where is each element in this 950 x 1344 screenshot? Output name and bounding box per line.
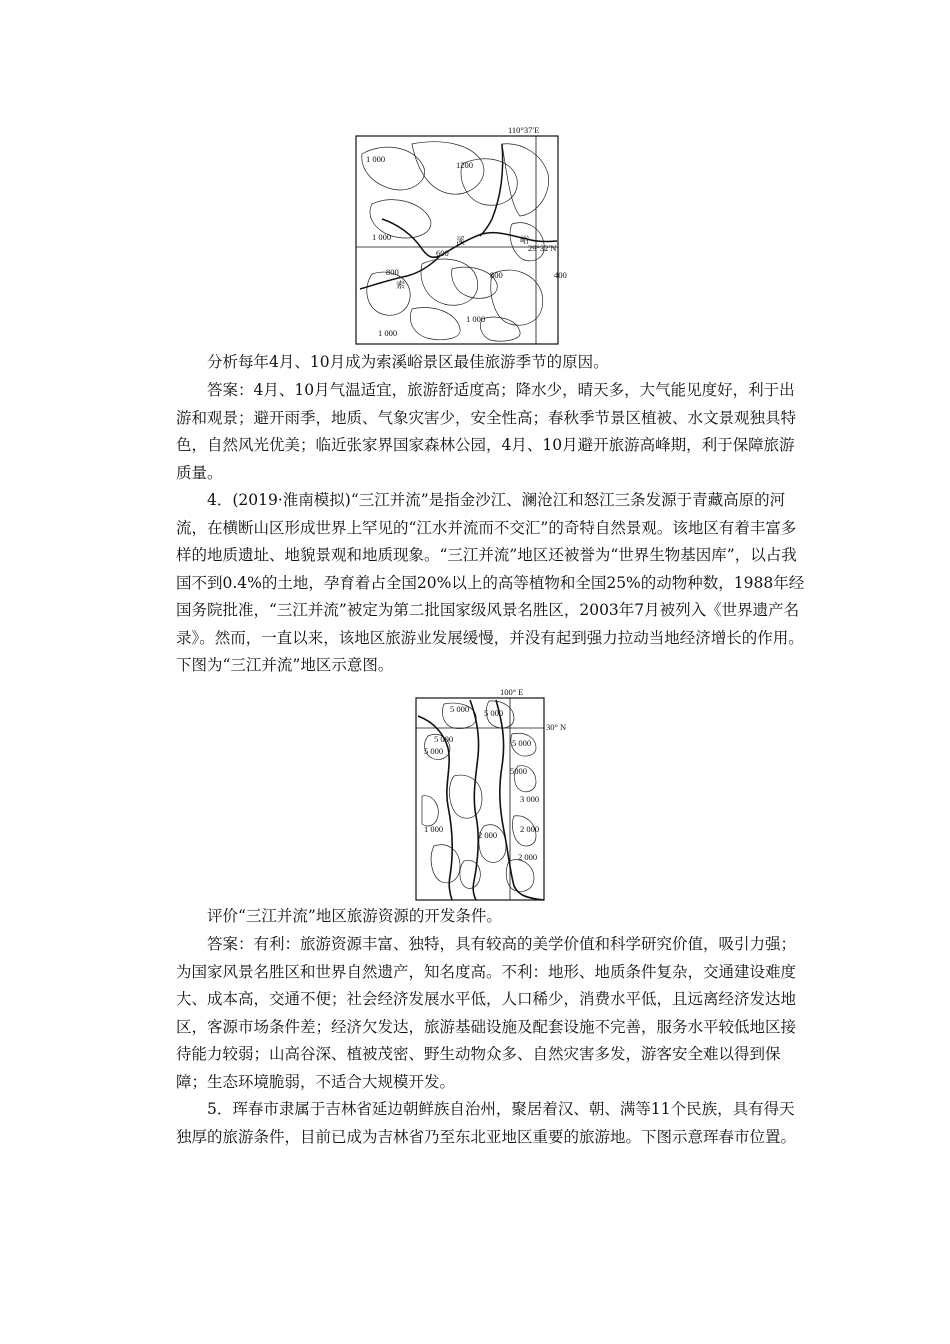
- contour-label: 400: [554, 270, 567, 280]
- question4-prompt: 评价“三江并流”地区旅游资源的开发条件。: [207, 907, 502, 925]
- contour-label: 1 000: [372, 232, 392, 242]
- river-label: 溪: [456, 237, 466, 247]
- contour-label: 5 000: [512, 738, 532, 748]
- longitude-label: 100° E: [500, 687, 524, 697]
- contour-label: 800: [490, 270, 503, 280]
- contour-label: 2 000: [518, 852, 538, 862]
- contour-label: 5000: [510, 766, 527, 776]
- contour-label: 1200: [456, 160, 473, 170]
- suoxiyu-contour-map: [352, 124, 584, 346]
- question3-prompt: 分析每年4月、10月成为索溪峪景区最佳旅游季节的原因。: [207, 353, 609, 371]
- three-rivers-map: [414, 686, 574, 902]
- question4-stem: 4．(2019·淮南模拟)“三江并流”是指金沙江、澜沧江和怒江三条发源于青藏高原的河流，在横断山区形成世界上罕见的“江水并流而不交汇”的奇特自然景观。该地区有着丰富多样的地质遗址、地貌景观和地质现象。“三江并流”地区还被誉为“世界生物基因库”，以占我国不到0.4%的土地，孕育着占全国20%以上的高等植物和全国25%的动物种数，1988年经国务院批准，“三江并流”被定为第二批国家级风景名胜区，2003年7月被列入《世界遗产名录》。然而，一直以来，该地区旅游业发展缓慢，并没有起到强力拉动当地经济增长的作用。下图为“三江并流”地区示意图。: [176, 491, 805, 674]
- river-label: 峪: [520, 236, 530, 246]
- contour-label: 1 000: [378, 328, 398, 338]
- contour-label: 1 000: [366, 154, 386, 164]
- contour-label: 5 000: [424, 746, 444, 756]
- latitude-label: 29°32′N: [528, 243, 557, 253]
- contour-label: 2 000: [520, 824, 540, 834]
- question3-answer: 答案：4月、10月气温适宜，旅游舒适度高；降水少，晴天多，大气能见度好，利于出游和观景；避开雨季，地质、气象灾害少，安全性高；春秋季节景区植被、水文景观独具特色，自然风光优美；临近张家界国家森林公园，4月、10月避开旅游高峰期，利于保障旅游质量。: [176, 381, 797, 482]
- contour-label: 1 000: [466, 314, 486, 324]
- contour-label: 600: [436, 248, 449, 258]
- contour-label: 5 000: [450, 704, 470, 714]
- river-label: 索: [396, 281, 406, 291]
- latitude-label: 30° N: [546, 722, 567, 732]
- question5-stem: 5．珲春市隶属于吉林省延边朝鲜族自治州，聚居着汉、朝、满等11个民族，具有得天独厚的旅游条件，目前已成为吉林省乃至东北亚地区重要的旅游地。下图示意珲春市位置。: [176, 1100, 797, 1146]
- contour-label: 2 000: [478, 830, 498, 840]
- contour-label: 3 000: [520, 794, 540, 804]
- longitude-label: 110°37′E: [508, 125, 540, 135]
- contour-label: 1 000: [424, 824, 444, 834]
- contour-label: 5 000: [484, 708, 504, 718]
- contour-label: 5 000: [434, 734, 454, 744]
- question4-answer: 答案：有利：旅游资源丰富、独特，具有较高的美学价值和科学研究价值，吸引力强；为国家风景名胜区和世界自然遗产，知名度高。不利：地形、地质条件复杂，交通建设难度大、成本高，交通不便；社会经济发展水平低，人口稀少，消费水平低，且远离经济发达地区，客源市场条件差；经济欠发达，旅游基础设施及配套设施不完善，服务水平较低地区接待能力较弱；山高谷深、植被茂密、野生动物众多、自然灾害多发，游客安全难以得到保障；生态环境脆弱，不适合大规模开发。: [176, 935, 797, 1091]
- contour-label: 800: [386, 267, 399, 277]
